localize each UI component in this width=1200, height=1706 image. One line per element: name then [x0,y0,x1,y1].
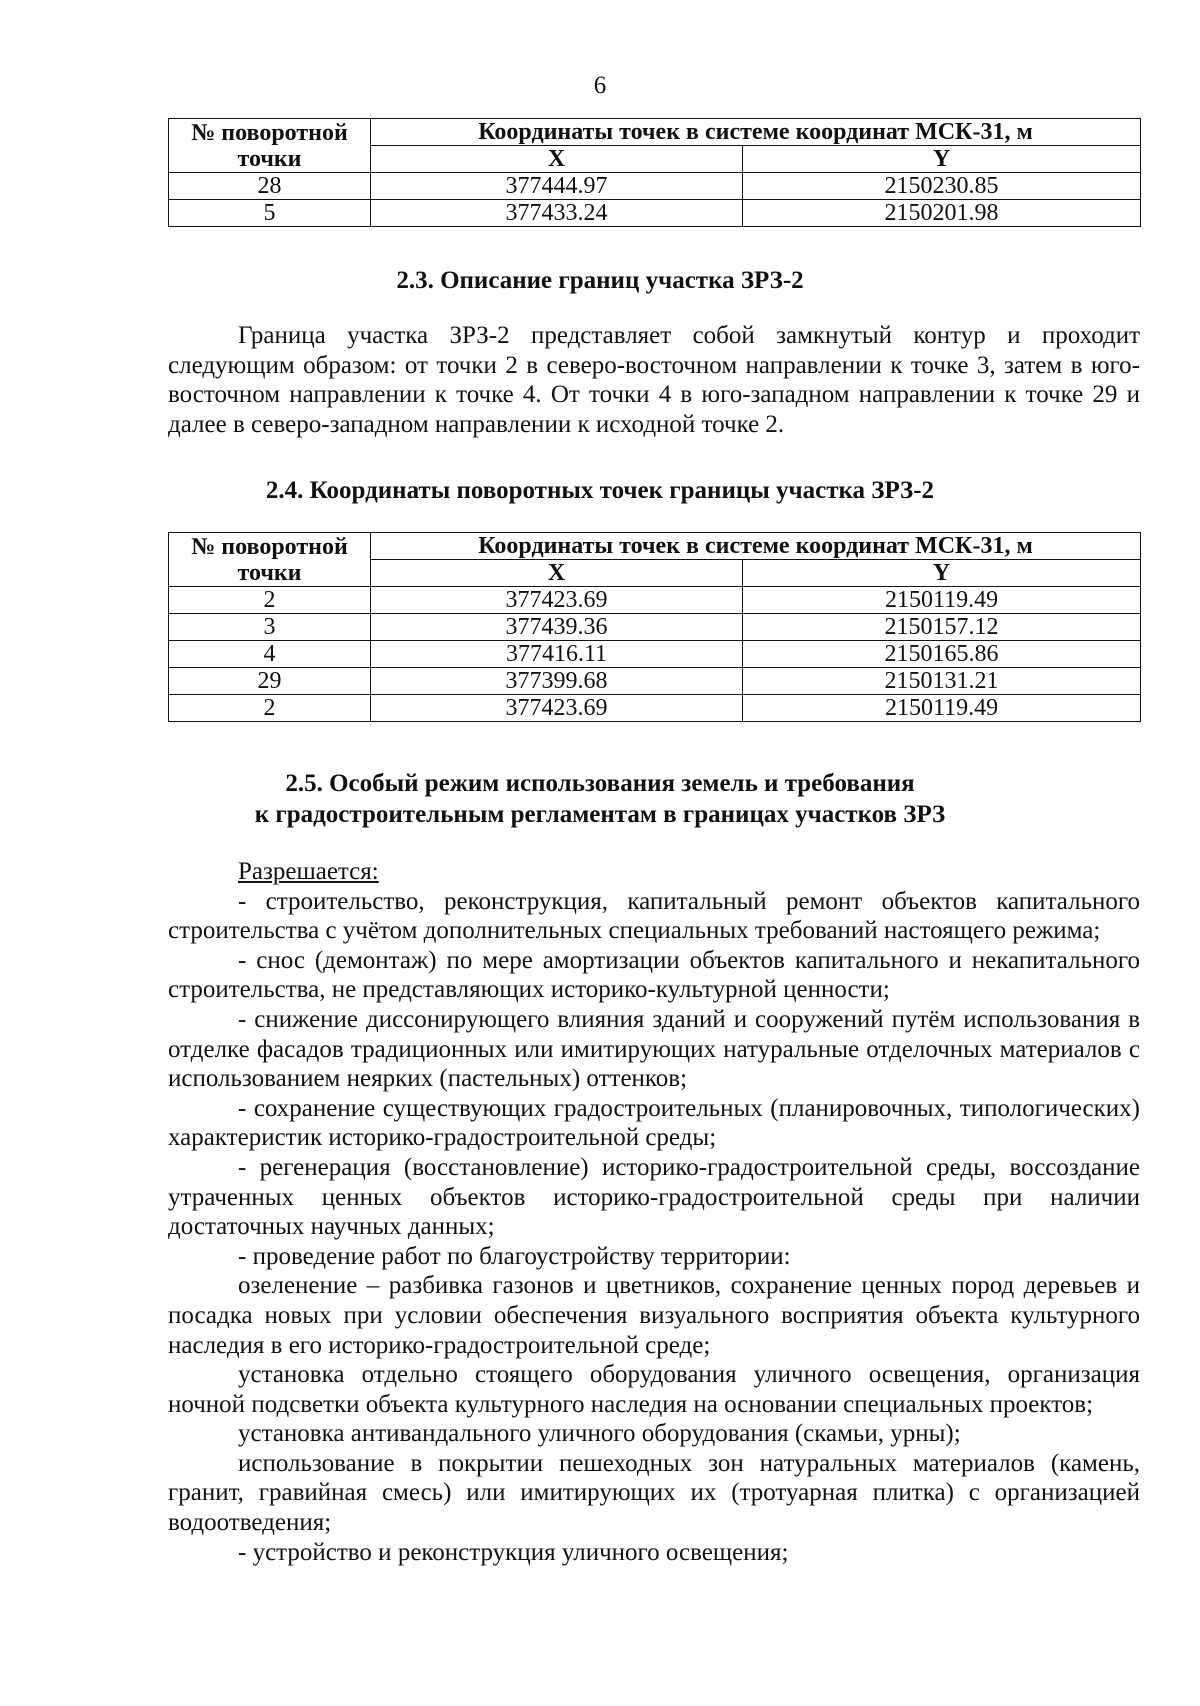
table-row [169,200,1141,227]
cell-x: 377433.24 [371,200,743,227]
boundary-text: Граница участка ЗРЗ-2 представляет собой замкнутый контур и проходит следующим образом: от точки 2 в северо-восточном направлении к точке 3, затем в юго-восточном направлении к точке 4. От точки 4 в юго-западном направлении к точке 29 и далее в северо-западном направлении к исходной точке 2. [168,322,1140,438]
cell-x: 377423.69 [371,695,743,722]
cell-point: 2 [169,695,371,722]
cell-point: 28 [169,173,371,200]
header-y: Y [743,560,1141,587]
header-coords: Координаты точек в системе координат МСК-31, м [371,533,1141,560]
cell-point: 4 [169,641,371,668]
heading-line-2: к градостроительным регламентам в границах участков ЗРЗ [254,801,946,828]
cell-point: 29 [169,668,371,695]
cell-y: 2150230.85 [743,173,1141,200]
list-item: - регенерация (восстановление) историко-градостроительной среды, воссоздание утраченных ценных объектов историко-градостроительной среды при наличии достаточных научных данных; [168,1153,1140,1241]
list-item: установка отдельно стоящего оборудования уличного освещения, организация ночной подсветки объекта культурного наследия на основании специальных проектов; [168,1361,1140,1418]
header-x: X [371,146,743,173]
list-item: - устройство и реконструкция уличного освещения; [238,1538,789,1566]
table-row [169,695,1141,722]
cell-y: 2150131.21 [743,668,1141,695]
heading-line-1: 2.5. Особый режим использования земель и требования [285,770,915,797]
header-point: № поворотной точки [169,119,371,173]
section-heading-2-4: 2.4. Координаты поворотных точек границы участка ЗРЗ-2 [265,477,935,504]
allowed-activities [168,857,1140,1567]
section-heading-2-5 [0,768,1200,830]
cell-y: 2150119.49 [743,587,1141,614]
header-y: Y [743,146,1141,173]
table-row [169,173,1141,200]
cell-point: 2 [169,587,371,614]
cell-x: 377439.36 [371,614,743,641]
header-coords: Координаты точек в системе координат МСК-31, м [371,119,1141,146]
cell-x: 377423.69 [371,587,743,614]
table-row [169,587,1141,614]
list-item: озеленение – разбивка газонов и цветников, сохранение ценных пород деревьев и посадка новых при условии обеспечения визуального восприятия объекта культурного наследия в его историко-градостроительной среде; [168,1272,1140,1359]
cell-y: 2150165.86 [743,641,1141,668]
page-number: 6 [593,72,607,99]
cell-x: 377416.11 [371,641,743,668]
cell-x: 377399.68 [371,668,743,695]
list-item: - снос (демонтаж) по мере амортизации объектов капитального и некапитального строительства, не представляющих историко-культурной ценности; [168,946,1140,1004]
list-item: - сохранение существующих градостроительных (планировочных, типологических) характеристик историко-градостроительной среды; [168,1094,1140,1152]
list-item: - строительство, реконструкция, капитальный ремонт объектов капитального строительства с учётом дополнительных специальных требований настоящего режима; [168,887,1140,945]
cell-point: 5 [169,200,371,227]
cell-x: 377444.97 [371,173,743,200]
coordinates-table-zrz2 [168,532,1141,722]
coordinates-table-continued [168,118,1141,227]
list-item: использование в покрытии пешеходных зон натуральных материалов (камень, гранит, гравийная смесь) или имитирующих их (тротуарная плитка) с организацией водоотведения; [168,1449,1140,1537]
cell-y: 2150119.49 [743,695,1141,722]
boundary-description [168,321,1140,439]
list-item: - проведение работ по благоустройству территории: [238,1242,791,1270]
header-point: № поворотной точки [169,533,371,587]
header-x: X [371,560,743,587]
cell-y: 2150157.12 [743,614,1141,641]
list-item: - снижение диссонирующего влияния зданий и сооружений путём использования в отделке фасадов традиционных или имитирующих натуральные отделочных материалов с использованием неярких (пастельных) оттенков; [168,1005,1140,1093]
table-row [169,614,1141,641]
cell-y: 2150201.98 [743,200,1141,227]
table-row [169,641,1141,668]
list-item: установка антивандального уличного оборудования (скамьи, урны); [238,1420,961,1448]
allowed-label: Разрешается: [238,858,379,885]
section-heading-2-3: 2.3. Описание границ участка ЗРЗ-2 [396,267,804,294]
cell-point: 3 [169,614,371,641]
table-row [169,668,1141,695]
